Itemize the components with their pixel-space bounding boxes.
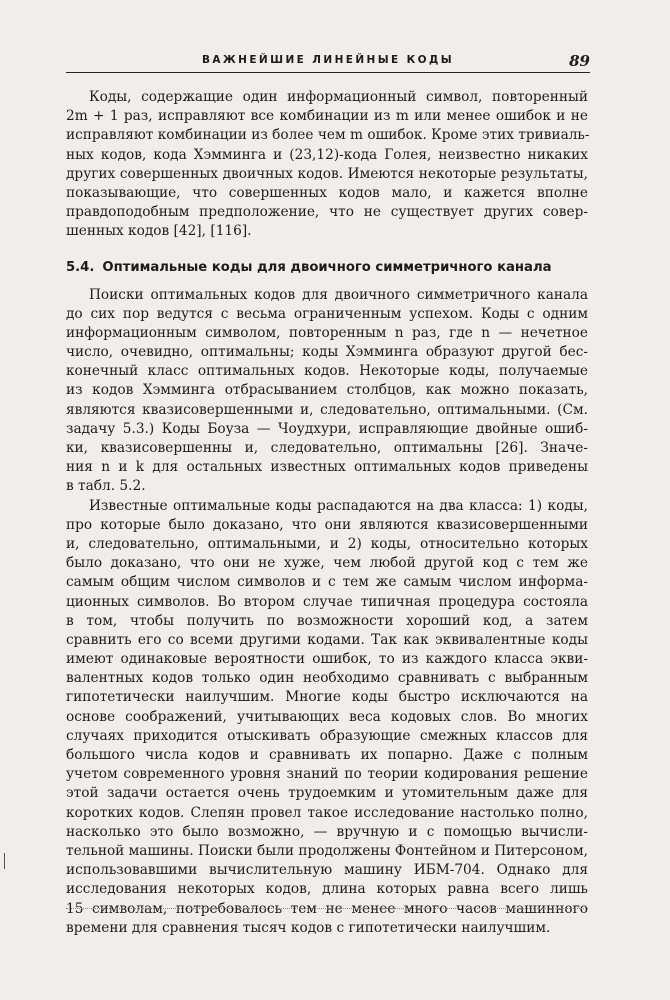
text-line: показывающие, что совершенных кодов мало, и кажется вполне [66, 184, 588, 201]
section-title: Оптимальные коды для двоичного симметричного канала [102, 259, 552, 275]
text-line: было доказано, что они не хуже, чем любой другой код с тем же [66, 555, 588, 572]
text-line: в том, чтобы получить по возможности хороший код, а затем [66, 612, 588, 629]
paragraph-2 [66, 497, 588, 938]
text-line: валентных кодов только один необходимо сравнивать с выбранным [66, 670, 588, 687]
text-line: 15 символам, потребовалось тем не менее много часов машинного [66, 900, 588, 917]
text-line: этой задачи остается очень трудоемким и утомительным даже для [66, 785, 588, 802]
text-line: Поиски оптимальных кодов для двоичного симметричного канала [89, 286, 588, 303]
text-line: информационным символом, повторенным n раз, где n — нечетное [66, 324, 588, 341]
text-line: коротких кодов. Слепян провел такое исследование настолько полно, [66, 804, 588, 821]
header-rule [66, 72, 590, 73]
text-line: ния n и k для остальных известных оптимальных кодов приведены [66, 459, 588, 476]
text-line: других совершенных двоичных кодов. Имеются некоторые результаты, [66, 165, 588, 182]
text-line: исправляют комбинации из более чем m ошибок. Кроме этих тривиаль- [66, 127, 590, 144]
text-line: имеют одинаковые вероятности ошибок, то из каждого класса экви- [66, 651, 588, 668]
text-line: конечный класс оптимальных кодов. Некоторые коды, получаемые [66, 363, 588, 380]
text-line: число, очевидно, оптимальны; коды Хэмминга образуют другой бес- [66, 344, 588, 361]
intro-paragraph [66, 88, 588, 242]
text-line: 2m + 1 раз, исправляют все комбинации из m или менее ошибок и не [66, 108, 588, 125]
text-line: самым общим числом символов и с тем же самым числом информа- [66, 574, 588, 591]
page-number: 89 [569, 52, 590, 70]
text-line: исследования некоторых кодов, длина которых равна всего лишь [66, 881, 588, 898]
text-line: гипотетически наилучшим. Многие коды быстро исключаются на [66, 689, 588, 706]
text-line: являются квазисовершенными и, следовательно, оптимальными. (См. [66, 401, 588, 418]
scan-edge-mark [4, 853, 5, 869]
text-line: учетом современного уровня знаний по теории кодирования решение [66, 766, 588, 783]
text-line: времени для сравнения тысяч кодов с гипотетически наилучшим. [66, 919, 551, 936]
text-line: случаях приходится отыскивать образующие смежных классов для [66, 727, 588, 744]
text-line: большого числа кодов и сравнивать их попарно. Даже с полным [66, 747, 588, 763]
page-body [66, 88, 588, 938]
page-header [66, 52, 590, 72]
text-line: Известные оптимальные коды распадаются на два класса: 1) коды, [89, 497, 588, 514]
text-line: и, следовательно, оптимальными, и 2) коды, относительно которых [66, 535, 588, 552]
text-line: про которые было доказано, что они являются квазисовершенными [66, 516, 588, 533]
text-line: ных кодов, кода Хэмминга и (23,12)-кода Голея, неизвестно никаких [66, 146, 588, 163]
text-line: сравнить его со всеми другими кодами. Так как эквивалентные коды [66, 631, 588, 648]
text-line: до сих пор ведутся с весьма ограниченным успехом. Коды с одним [66, 305, 588, 322]
section-heading [66, 258, 588, 278]
text-line: ционных символов. Во втором случае типичная процедура состояла [66, 593, 588, 610]
text-line: шенных кодов [42], [116]. [66, 223, 252, 240]
text-line: тельной машины. Поиски были продолжены Фонтейном и Питерсоном, [66, 842, 588, 859]
text-line: в табл. 5.2. [66, 478, 146, 495]
text-line: использовавшими вычислительную машину ИБМ-704. Однако для [66, 862, 588, 879]
text-line: Коды, содержащие один информационный символ, повторенный [89, 89, 588, 105]
text-line: задачу 5.3.) Коды Боуза — Чоудхури, исправляющие двойные ошиб- [66, 420, 588, 437]
section-number: 5.4. [66, 259, 95, 275]
text-line: насколько это было возможно, — вручную и с помощью вычисли- [66, 823, 588, 840]
running-title: ВАЖНЕЙШИЕ ЛИНЕЙНЫЕ КОДЫ [201, 54, 454, 66]
text-line: правдоподобным предположение, что не существует других совер- [66, 204, 588, 221]
paragraph-1 [66, 286, 588, 497]
text-line: ки, квазисовершенны и, следовательно, оптимальны [26]. Значе- [66, 440, 588, 456]
text-line: из кодов Хэмминга отбрасыванием столбцов, как можно показать, [66, 382, 588, 399]
bottom-dotted-rule [66, 908, 588, 911]
text-line: основе соображений, учитывающих веса кодовых слов. Во многих [66, 708, 588, 725]
